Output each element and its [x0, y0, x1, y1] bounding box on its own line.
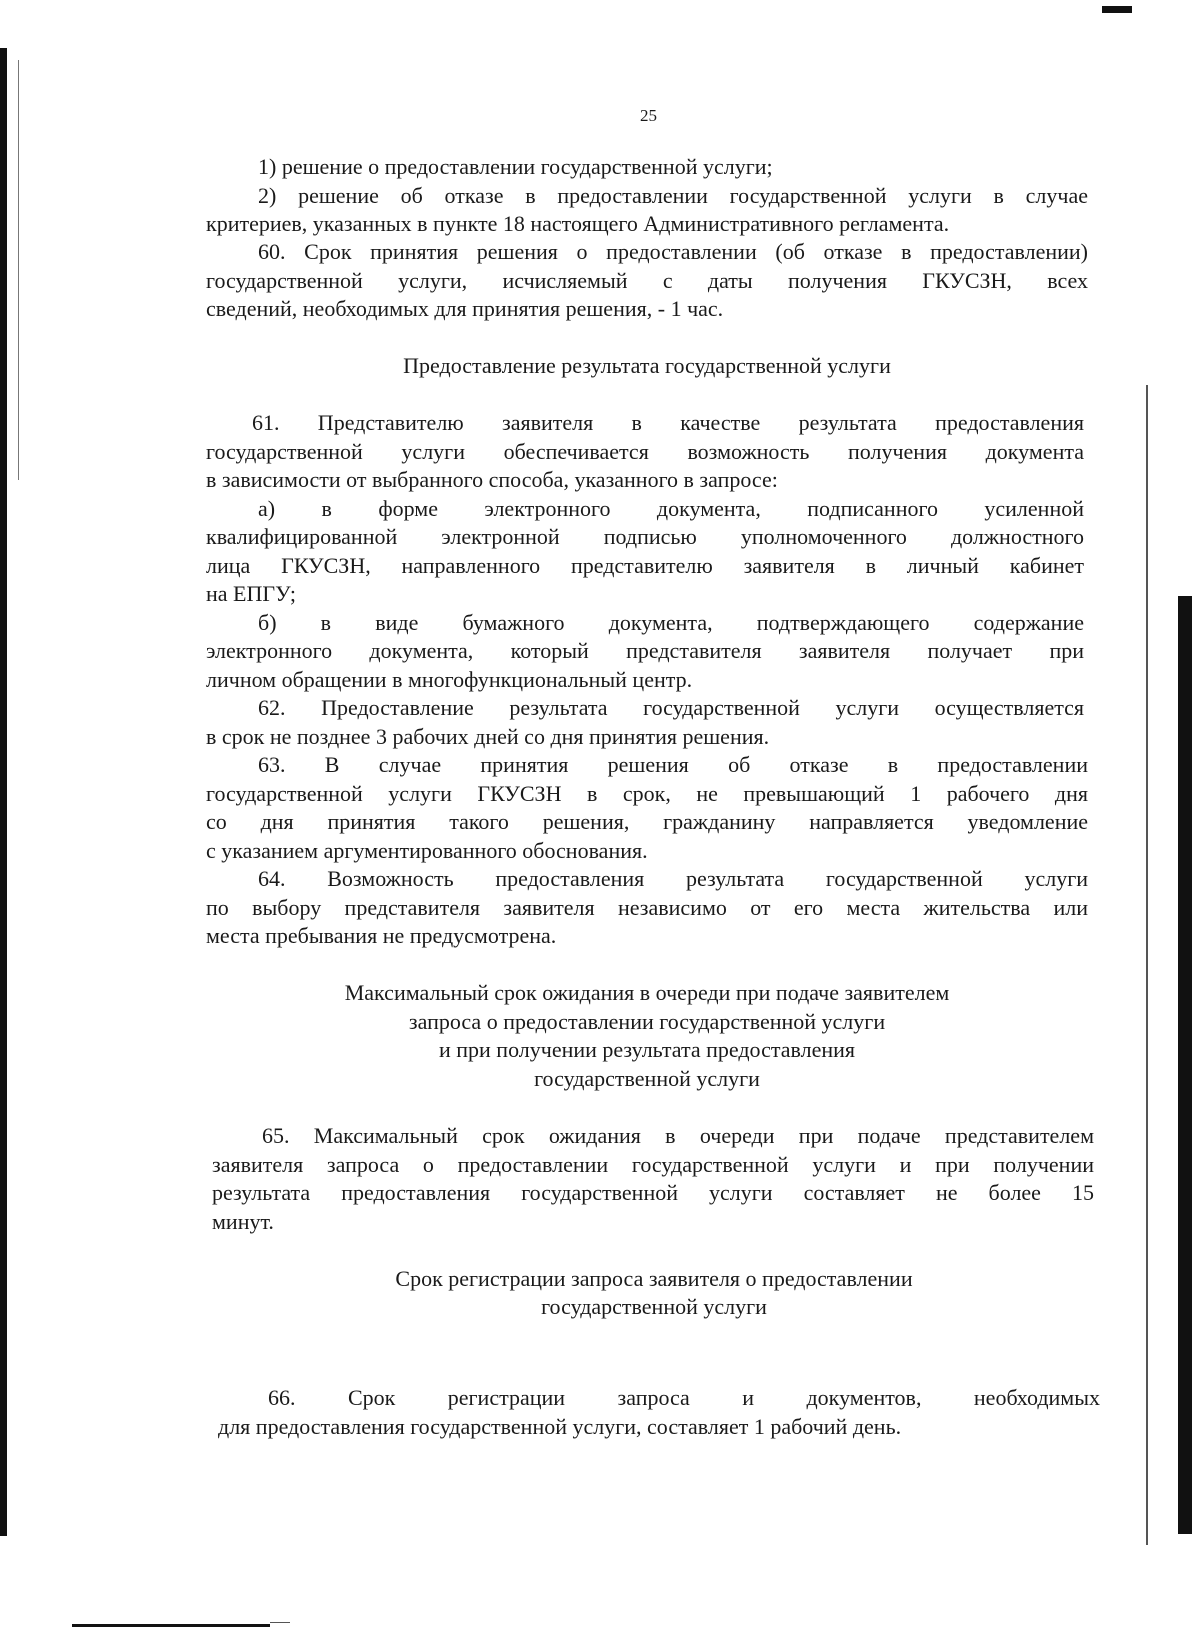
- text-line: электронного документа, который представителя заявителя получает при: [206, 638, 1084, 663]
- text-line: 65. Максимальный срок ожидания в очереди при подаче представителем: [262, 1123, 1094, 1148]
- text-line: 60. Срок принятия решения о предоставлении (об отказе в предоставлении): [258, 239, 1088, 264]
- text-line: места пребывания не предусмотрена.: [206, 923, 557, 948]
- text-line: по выбору представителя заявителя независимо от его места жительства или: [206, 895, 1088, 920]
- section-heading: запроса о предоставлении государственной услуги: [408, 1009, 886, 1034]
- scan-edge-bottom-thin: [270, 1622, 290, 1623]
- text-line: а) в форме электронного документа, подписанного усиленной: [258, 496, 1084, 521]
- text-line: критериев, указанных в пункте 18 настоящего Административного регламента.: [206, 211, 950, 236]
- text-line: на ЕПГУ;: [206, 581, 296, 606]
- text-line: государственной услуги обеспечивается возможность получения документа: [206, 439, 1084, 464]
- scan-edge-left: [0, 48, 7, 1536]
- text-line: минут.: [212, 1209, 274, 1234]
- text-line: 1) решение о предоставлении государственной услуги;: [258, 154, 773, 179]
- section-heading: Срок регистрации запроса заявителя о предоставлении: [395, 1266, 913, 1291]
- scan-edge-bottom: [72, 1624, 270, 1627]
- scan-edge-left-thin: [18, 60, 19, 480]
- text-line: 61. Представителю заявителя в качестве результата предоставления: [252, 410, 1084, 435]
- section-heading: государственной услуги: [541, 1294, 767, 1319]
- text-line: для предоставления государственной услуги, составляет 1 рабочий день.: [218, 1414, 902, 1439]
- text-line: квалифицированной электронной подписью уполномоченного должностного: [206, 524, 1084, 549]
- text-line: 64. Возможность предоставления результата государственной услуги: [258, 866, 1088, 891]
- text-line: 63. В случае принятия решения об отказе в предоставлении: [258, 752, 1088, 777]
- scan-edge-top-right: [1102, 6, 1132, 13]
- page-number: 25: [640, 106, 657, 125]
- text-line: 66. Срок регистрации запроса и документов, необходимых: [268, 1385, 1100, 1410]
- scan-edge-right: [1178, 596, 1192, 1534]
- text-line: в срок не позднее 3 рабочих дней со дня принятия решения.: [206, 724, 770, 749]
- section-heading: Максимальный срок ожидания в очереди при подаче заявителем: [344, 980, 950, 1005]
- text-line: государственной услуги, исчисляемый с даты получения ГКУСЗН, всех: [206, 268, 1088, 293]
- text-line: 2) решение об отказе в предоставлении государственной услуги в случае: [258, 183, 1088, 208]
- text-line: лица ГКУСЗН, направленного представителю заявителя в личный кабинет: [206, 553, 1084, 578]
- text-line: личном обращении в многофункциональный центр.: [206, 667, 693, 692]
- text-line: 62. Предоставление результата государственной услуги осуществляется: [258, 695, 1084, 720]
- text-line: с указанием аргументированного обоснования.: [206, 838, 648, 863]
- text-line: государственной услуги ГКУСЗН в срок, не превышающий 1 рабочего дня: [206, 781, 1088, 806]
- text-line: сведений, необходимых для принятия решения, - 1 час.: [206, 296, 724, 321]
- section-heading: Предоставление результата государственной услуги: [403, 353, 891, 378]
- text-line: со дня принятия такого решения, гражданину направляется уведомление: [206, 809, 1088, 834]
- text-line: в зависимости от выбранного способа, указанного в запросе:: [206, 467, 778, 492]
- section-heading: и при получении результата предоставления: [438, 1037, 856, 1062]
- section-heading: государственной услуги: [534, 1066, 760, 1091]
- text-line: б) в виде бумажного документа, подтверждающего содержание: [258, 610, 1084, 635]
- text-line: заявителя запроса о предоставлении государственной услуги и при получении: [212, 1152, 1094, 1177]
- text-line: результата предоставления государственной услуги составляет не более 15: [212, 1180, 1094, 1205]
- scan-edge-right-thin: [1146, 385, 1148, 1545]
